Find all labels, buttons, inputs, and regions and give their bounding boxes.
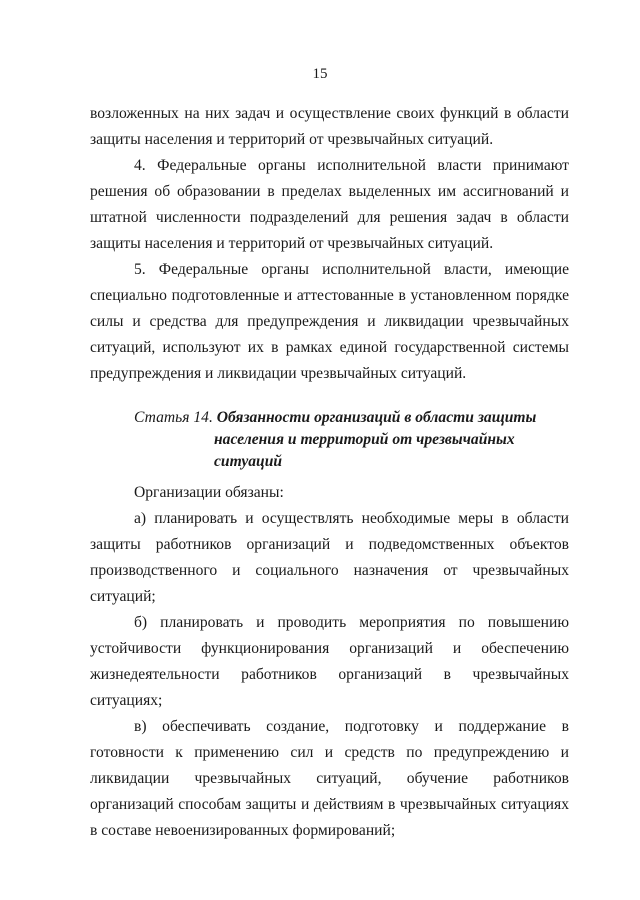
list-item-b: б) планировать и проводить мероприятия по повышению устойчивости функционирования организаций и обеспечению жизнедеятельности работников организаций в чрезвычайных ситуациях;: [90, 614, 569, 709]
paragraph-item-5: 5. Федеральные органы исполнительной власти, имеющие специально подготовленные и аттестованные в установленном порядке силы и средства для предупреждения и ликвидации чрезвычайных ситуаций, используют их в рамках единой государственной системы предупреждения и ликвидации чрезвычайных ситуаций.: [90, 261, 569, 382]
paragraph-item-4: 4. Федеральные органы исполнительной власти принимают решения об образовании в пределах выделенных им ассигнований и штатной численности подразделений для решения задач в области защиты населения и территорий от чрезвычайных ситуаций.: [90, 157, 569, 252]
document-body: [90, 101, 569, 844]
article-number: Статья 14.: [134, 409, 213, 426]
list-item-c: в) обеспечивать создание, подготовку и поддержание в готовности к применению сил и средств по предупреждению и ликвидации чрезвычайных ситуаций, обучение работников организаций способам защиты и действиям в чрезвычайных ситуациях в составе невоенизированных формирований;: [90, 718, 569, 839]
article-intro: Организации обязаны:: [134, 484, 284, 501]
article-title-line1: Обязанности организаций в области защиты: [216, 409, 537, 426]
article-title-line2: населения и территорий от чрезвычайных ситуаций: [214, 431, 515, 470]
paragraph-continuation: возложенных на них задач и осуществление своих функций в области защиты населения и территорий от чрезвычайных ситуаций.: [90, 105, 569, 148]
list-item-a: а) планировать и осуществлять необходимые меры в области защиты работников организаций и подведомственных объектов производственного и социального назначения от чрезвычайных ситуаций;: [90, 510, 569, 605]
page-number: 15: [312, 66, 328, 82]
article-heading: [90, 407, 569, 473]
